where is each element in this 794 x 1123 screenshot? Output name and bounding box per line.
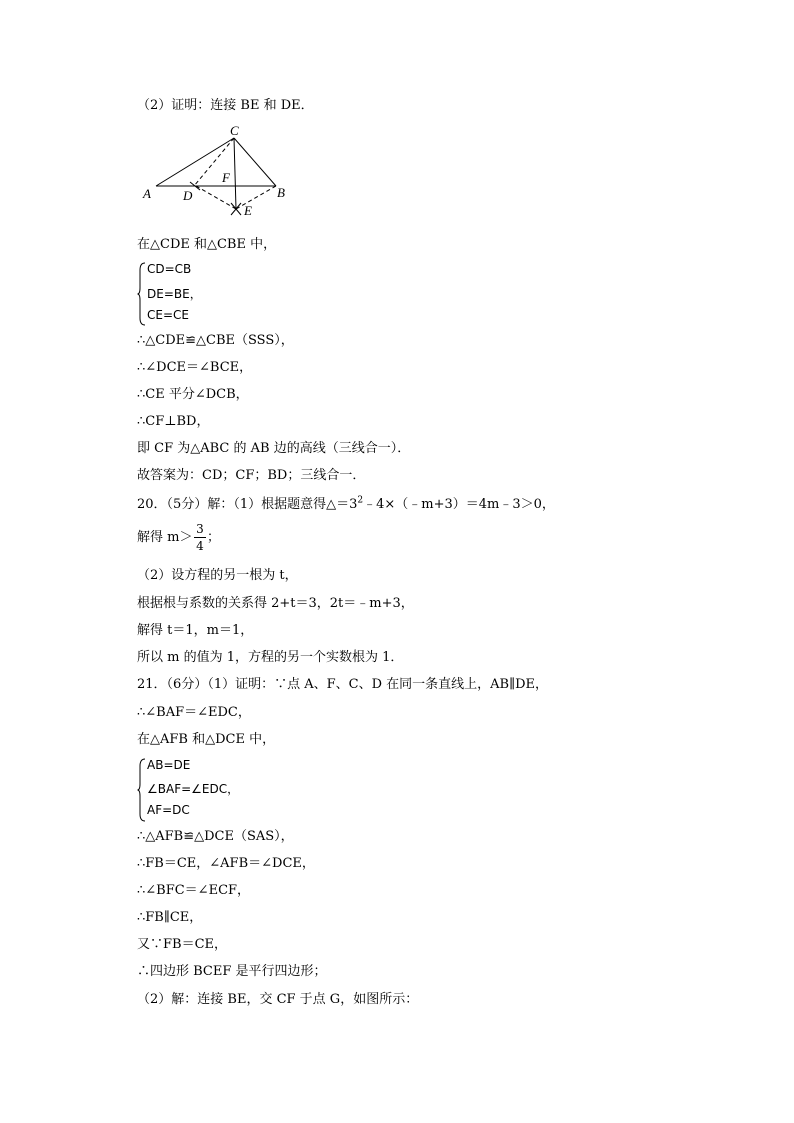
proof-intro: （2）证明：连接 BE 和 DE． (137, 98, 314, 113)
q20-pre: 20．（5分）解：（1）根据题意得△＝3 (137, 497, 358, 512)
fraction-numerator: 3 (196, 522, 204, 536)
q20-solution: 解得 t＝1，m＝1， (137, 623, 254, 638)
segment-bc (234, 138, 276, 186)
q20-sup: 2 (357, 495, 364, 506)
label-c: C (230, 124, 239, 138)
q21-line-1: 21．（6分）（1）证明：∵点 A、F、C、D 在同一条直线上，AB∥DE， (137, 677, 548, 692)
label-e: E (244, 203, 252, 218)
q21-also: 又∵FB＝CE， (137, 937, 228, 952)
perpendicular-line: ∴CF⊥BD， (137, 414, 210, 429)
brace-icon (137, 758, 146, 822)
brace-icon (137, 262, 146, 326)
answer-line: 故答案为：CD；CF；BD；三线合一． (137, 468, 366, 483)
label-a: A (143, 186, 151, 201)
system2-row: ∠BAF=∠EDC， (147, 782, 240, 796)
q20-conclusion: 所以 m 的值为 1，方程的另一个实数根为 1． (137, 650, 404, 665)
fraction-denominator: 4 (196, 539, 204, 553)
system2-row: AF=DC (147, 803, 190, 817)
system2-row: AB=DE (147, 758, 191, 772)
q20-line-1 (137, 497, 555, 513)
equation-system-2 (137, 758, 277, 824)
q21-angle: ∴∠BAF＝∠EDC， (137, 705, 251, 720)
q20-solve-post: ； (207, 530, 221, 545)
system1-row: DE=BE， (147, 287, 202, 301)
q20-part2: （2）设方程的另一根为 t， (137, 568, 298, 583)
label-d: D (183, 188, 193, 203)
fraction-three-quarters (194, 522, 206, 553)
segment-be (236, 186, 276, 209)
in-triangles-2: 在△AFB 和△DCE 中， (137, 732, 276, 747)
segment-cf (234, 138, 236, 209)
label-f: F (222, 170, 230, 185)
equation-system-1 (137, 262, 257, 328)
in-triangles-1: 在△CDE 和△CBE 中， (137, 237, 277, 252)
q20-post: ﹣4×（﹣m+3）＝4m﹣3＞0， (363, 497, 555, 512)
label-b: B (277, 185, 285, 200)
congruence-2: ∴△AFB≌△DCE（SAS）， (137, 829, 294, 844)
segment-de (196, 186, 236, 209)
q21-angle-equal: ∴∠BFC＝∠ECF， (137, 883, 251, 898)
geometry-figure (140, 124, 290, 220)
q20-vieta: 根据根与系数的关系得 2+t＝3，2t＝﹣m+3， (137, 596, 414, 611)
q21-equalities: ∴FB＝CE，∠AFB＝∠DCE， (137, 856, 315, 871)
congruence-1: ∴△CDE≌△CBE（SSS）， (137, 333, 294, 348)
q21-parallel: ∴FB∥CE， (137, 910, 203, 925)
system1-row: CE=CE (147, 308, 189, 322)
q20-line-2 (137, 530, 192, 546)
bisector-line: ∴CE 平分∠DCB， (137, 387, 249, 402)
altitude-line: 即 CF 为△ABC 的 AB 边的高线（三线合一）． (137, 441, 411, 456)
q20-solve-pre: 解得 m＞ (137, 530, 193, 545)
q21-part2: （2）解：连接 BE，交 CF 于点 G，如图所示： (137, 992, 419, 1007)
system1-row: CD=CB (147, 262, 192, 276)
angle-equal-1: ∴∠DCE＝∠BCE， (137, 360, 253, 375)
q21-parallelogram: ∴四边形 BCEF 是平行四边形； (137, 964, 327, 979)
